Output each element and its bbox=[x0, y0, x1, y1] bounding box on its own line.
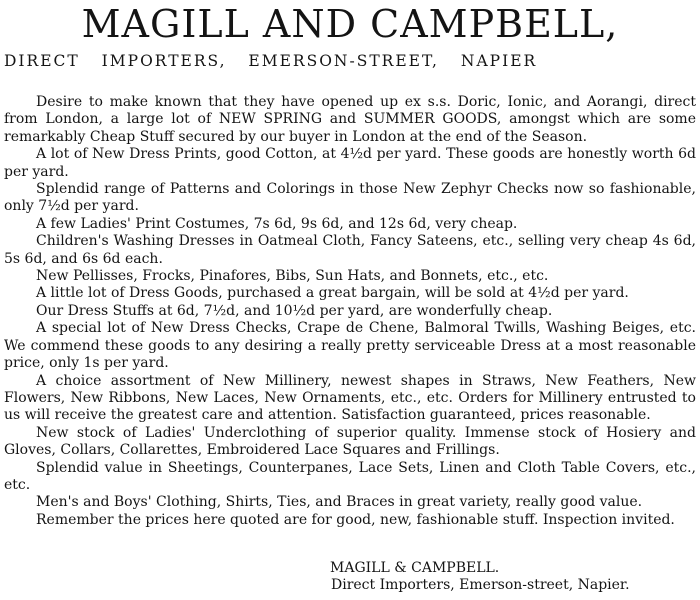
paragraph: New Pellisses, Frocks, Pinafores, Bibs, Sun Hats, and Bonnets, etc., etc. bbox=[36, 268, 549, 285]
paragraph: Remember the prices here quoted are for good, new, fashionable stuff. Inspection invited. bbox=[36, 511, 675, 528]
paragraph: Men's and Boys' Clothing, Shirts, Ties, and Braces in great variety, really good value. bbox=[36, 494, 643, 511]
advertisement-title: MAGILL AND CAMPBELL, bbox=[81, 2, 619, 46]
paragraph: Desire to make known that they have opened up ex s.s. Doric, Ionic, and Aorangi, direct from London, a large lot of NEW SPRING and SUMMER GOODS, amongst which are some remarkably Cheap Stuff secured by our buyer in London at the end of the Season. bbox=[4, 94, 696, 145]
advertisement-body bbox=[4, 94, 696, 529]
signature-address: Direct Importers, Emerson-street, Napier. bbox=[331, 577, 630, 593]
paragraph: Splendid range of Patterns and Colorings in those New Zephyr Checks now so fashionable, only 7½d per yard. bbox=[4, 181, 696, 215]
paragraph: A lot of New Dress Prints, good Cotton, at 4½d per yard. These goods are honestly worth 6d per yard. bbox=[4, 146, 696, 180]
paragraph: A few Ladies' Print Costumes, 7s 6d, 9s 6d, and 12s 6d, very cheap. bbox=[36, 215, 518, 232]
signature-name: MAGILL & CAMPBELL. bbox=[330, 560, 500, 576]
advertisement-subtitle: DIRECT IMPORTERS, EMERSON-STREET, NAPIER bbox=[4, 52, 538, 70]
paragraph: New stock of Ladies' Underclothing of superior quality. Immense stock of Hosiery and Gloves, Collars, Collarettes, Embroidered Lace Squares and Frillings. bbox=[4, 424, 696, 459]
paragraph: A special lot of New Dress Checks, Crape de Chene, Balmoral Twills, Washing Beiges, etc. We commend these goods to any desiring a really pretty serviceable Dress at a most reasonable price, only 1s per yard. bbox=[4, 320, 696, 372]
paragraph: Our Dress Stuffs at 6d, 7½d, and 10½d per yard, are wonderfully cheap. bbox=[36, 302, 553, 319]
paragraph: Splendid value in Sheetings, Counterpanes, Lace Sets, Linen and Cloth Table Covers, etc., etc. bbox=[4, 459, 696, 493]
paragraph: A little lot of Dress Goods, purchased a great bargain, will be sold at 4½d per yard. bbox=[36, 285, 629, 302]
paragraph: Children's Washing Dresses in Oatmeal Cloth, Fancy Sateens, etc., selling very cheap 4s 6d, 5s 6d, and 6s 6d each. bbox=[4, 233, 696, 267]
paragraph: A choice assortment of New Millinery, newest shapes in Straws, New Feathers, New Flowers, New Ribbons, New Laces, New Ornaments, etc., etc. Orders for Millinery entrusted to us will receive the greatest care and attention. Satisfaction guaranteed, prices reasonable. bbox=[4, 372, 696, 424]
